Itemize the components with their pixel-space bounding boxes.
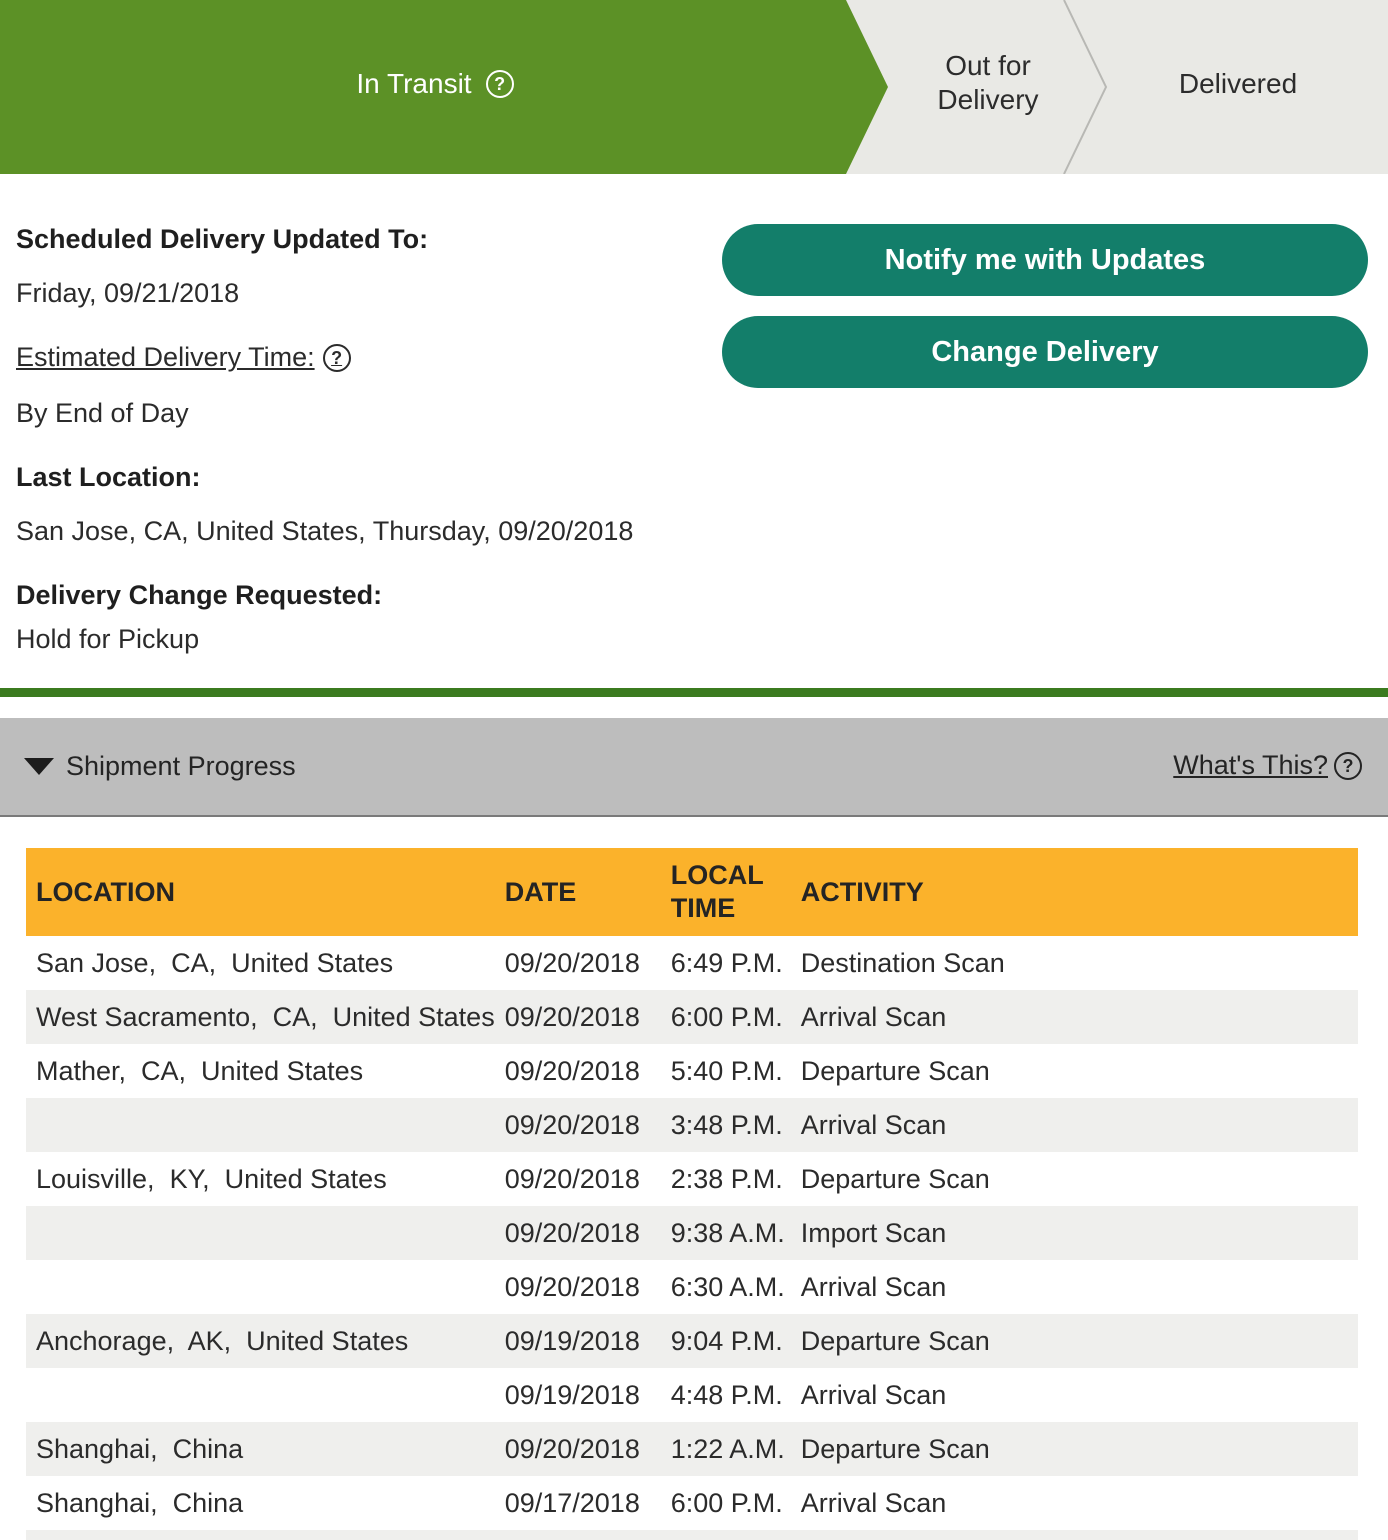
cell-date: 09/20/2018 <box>504 1271 640 1302</box>
cell-date: 09/20/2018 <box>504 947 640 978</box>
cell-activity: Departure Scan <box>800 1055 990 1086</box>
cell-activity: Arrival Scan <box>800 1001 947 1032</box>
table-row <box>26 1314 1358 1368</box>
delivery-change-label: Delivery Change Requested: <box>16 580 383 610</box>
header-activity: ACTIVITY <box>800 876 924 907</box>
cell-activity: Departure Scan <box>800 1433 990 1464</box>
cell-time: 3:48 P.M. <box>670 1109 783 1140</box>
table-row <box>26 990 1358 1044</box>
table-row <box>26 1206 1358 1260</box>
cell-location: Mather, CA, United States <box>36 1055 364 1086</box>
scheduled-delivery-value: Friday, 09/21/2018 <box>16 278 240 308</box>
delivery-change-value: Hold for Pickup <box>16 624 200 654</box>
cell-time: 1:22 A.M. <box>670 1433 785 1464</box>
cell-time: 9:38 A.M. <box>670 1217 785 1248</box>
cell-location <box>26 1098 495 1152</box>
header-local-time-line2: TIME <box>670 893 736 923</box>
section-divider <box>0 688 1388 697</box>
step-out-for-delivery-line1: Out for <box>945 50 1031 81</box>
notify-me-button[interactable]: Notify me with Updates <box>722 224 1368 296</box>
cell-date: 09/20/2018 <box>504 1163 640 1194</box>
estimated-delivery-time-value: By End of Day <box>16 398 189 428</box>
help-icon[interactable]: ? <box>323 344 351 372</box>
step-out-for-delivery-line2: Delivery <box>937 84 1039 115</box>
whats-this-link[interactable] <box>1173 750 1362 781</box>
table-row <box>26 936 1358 990</box>
step-delivered: Delivered <box>1178 68 1298 99</box>
scheduled-delivery-label: Scheduled Delivery Updated To: <box>16 224 429 254</box>
cell-location <box>26 1206 495 1260</box>
cell-activity: Departure Scan <box>800 1325 990 1356</box>
cell-date: 09/20/2018 <box>504 1001 640 1032</box>
cell-time: 9:04 P.M. <box>670 1325 783 1356</box>
step-out-for-delivery <box>900 49 1076 117</box>
shipment-progress-title: Shipment Progress <box>66 751 296 781</box>
cell-location <box>26 1260 495 1314</box>
cell-location: Anchorage, AK, United States <box>36 1325 409 1356</box>
table-row <box>26 1530 1358 1540</box>
last-location-value: San Jose, CA, United States, Thursday, 09/20/2018 <box>16 516 634 546</box>
change-delivery-button[interactable]: Change Delivery <box>722 316 1368 388</box>
cell-location: Louisville, KY, United States <box>36 1163 387 1194</box>
table-row <box>26 1260 1358 1314</box>
cell-activity: Import Scan <box>800 1217 947 1248</box>
cell-date: 09/20/2018 <box>504 1109 640 1140</box>
help-icon[interactable]: ? <box>486 70 514 98</box>
cell-activity: Destination Scan <box>800 947 1005 978</box>
cell-time: 6:00 P.M. <box>670 1001 783 1032</box>
step-in-transit <box>290 67 580 101</box>
cell-activity: Arrival Scan <box>800 1109 947 1140</box>
delivery-progress-stepper <box>0 0 1388 174</box>
table-row <box>26 1098 1358 1152</box>
collapse-triangle-icon <box>24 758 54 775</box>
cell-time: 4:48 P.M. <box>670 1379 783 1410</box>
table-row <box>26 1044 1358 1098</box>
cell-time: 6:49 P.M. <box>670 947 783 978</box>
header-local-time-line1: LOCAL <box>670 860 764 890</box>
cell-location: San Jose, CA, United States <box>36 947 394 978</box>
shipment-progress-toggle[interactable] <box>24 751 296 782</box>
table-row <box>26 1476 1358 1530</box>
cell-time: 2:38 P.M. <box>670 1163 783 1194</box>
cell-time: 6:30 A.M. <box>670 1271 785 1302</box>
cell-location <box>26 1368 495 1422</box>
cell-date: 09/17/2018 <box>504 1487 640 1518</box>
header-location: LOCATION <box>36 876 175 907</box>
header-local-time <box>661 848 791 936</box>
cell-date: 09/19/2018 <box>504 1379 640 1410</box>
cell-location: West Sacramento, CA, United States <box>36 1001 495 1032</box>
cell-date: 09/20/2018 <box>504 1217 640 1248</box>
table-row <box>26 1152 1358 1206</box>
cell-date: 09/19/2018 <box>504 1325 640 1356</box>
estimated-delivery-time-link[interactable] <box>16 342 351 373</box>
cell-activity: Arrival Scan <box>800 1379 947 1410</box>
cell-location: Shanghai, China <box>36 1433 244 1464</box>
estimated-delivery-time-label[interactable]: Estimated Delivery Time: <box>16 342 315 372</box>
table-row <box>26 1422 1358 1476</box>
last-location-label: Last Location: <box>16 462 201 492</box>
cell-time: 5:40 P.M. <box>670 1055 783 1086</box>
cell-activity: Departure Scan <box>800 1163 990 1194</box>
cell-activity: Arrival Scan <box>800 1487 947 1518</box>
step-in-transit-label: In Transit <box>356 68 472 99</box>
shipment-progress-header <box>0 718 1388 817</box>
table-header-row <box>26 848 1358 936</box>
cell-location: Shanghai, China <box>36 1487 244 1518</box>
cell-date: 09/20/2018 <box>504 1055 640 1086</box>
help-icon[interactable]: ? <box>1334 752 1362 780</box>
table-row <box>26 1368 1358 1422</box>
whats-this-label[interactable]: What's This? <box>1173 750 1328 780</box>
shipment-progress-table <box>26 848 1358 1540</box>
cell-time: 6:00 P.M. <box>670 1487 783 1518</box>
cell-date: 09/20/2018 <box>504 1433 640 1464</box>
header-date: DATE <box>504 876 577 907</box>
cell-activity: Arrival Scan <box>800 1271 947 1302</box>
